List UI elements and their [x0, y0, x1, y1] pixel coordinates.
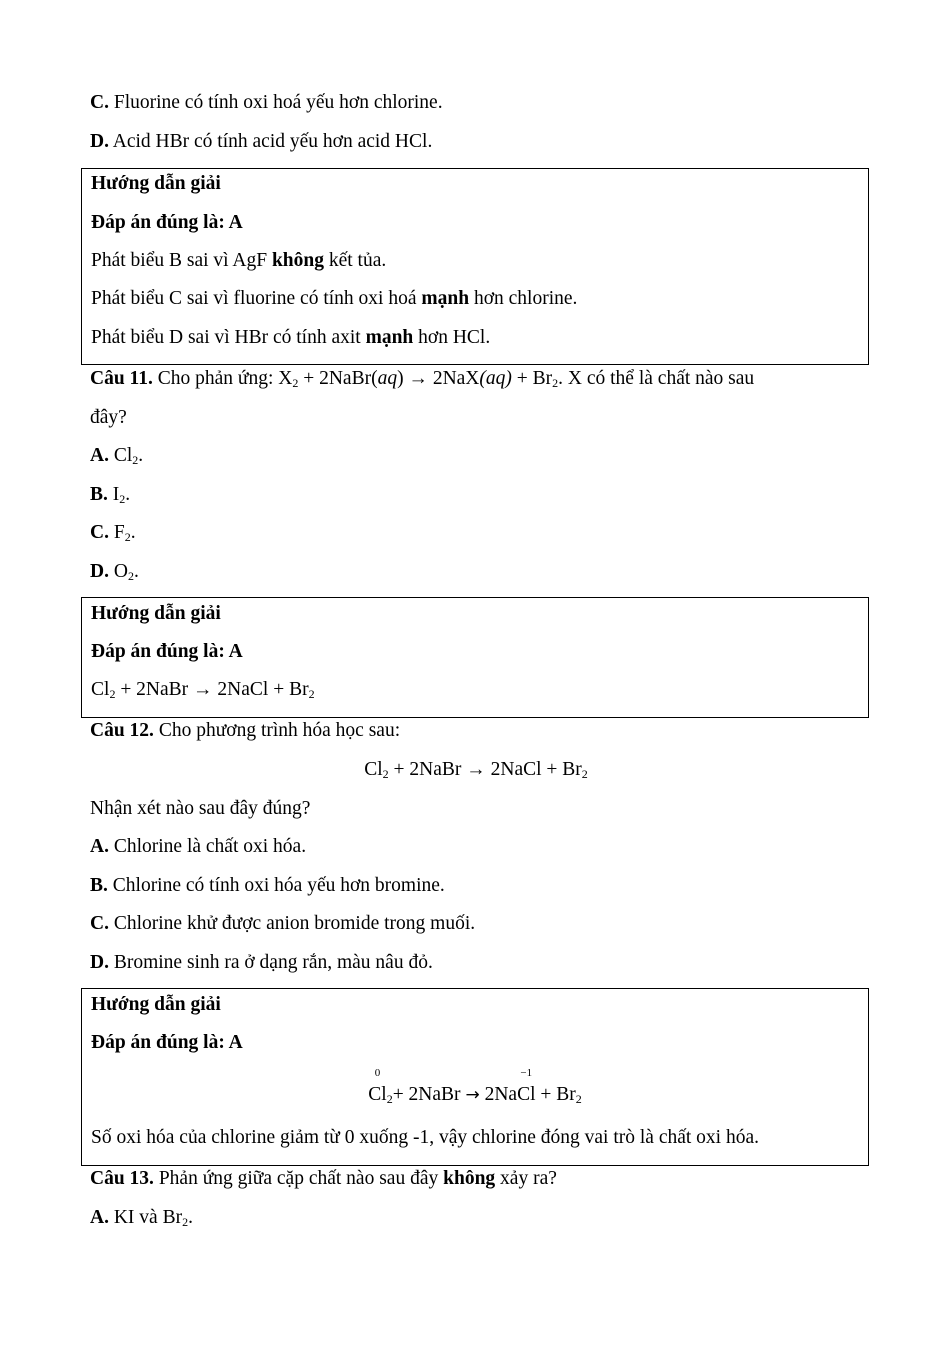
chlorine-oxidation-0: 0 Cl [368, 1067, 387, 1105]
solution-answer: Đáp án đúng là: A [91, 1032, 243, 1053]
option-a-q13: A. KI và $Br_2$. [90, 1207, 193, 1229]
option-d-q12: D. Bromine sinh ra ở dạng rắn, màu nâu đỏ. [90, 952, 433, 973]
option-a-q12: A. Chlorine là chất oxi hóa. [90, 836, 307, 857]
question-11: Câu 11. Cho phản ứng: $X_2$ + 2NaBr(aq) → $2NaX(aq) + Br_2$. X có thể là chất nào sau [90, 368, 755, 390]
option-d-q11: D. $O_2$. [90, 561, 139, 583]
oxidation-equation: 0 $Cl_2+$ 2NaBr → 2Na −1 $Cl + Br_2$ [368, 1067, 582, 1106]
option-c-prev: C. Fluorine có tính oxi hoá yếu hơn chlorine. [90, 92, 443, 113]
question-13: Câu 13. Phản ứng giữa cặp chất nào sau đây không xảy ra? [90, 1168, 557, 1189]
solution-box-q12 [81, 988, 869, 1166]
solution-box-q10 [81, 168, 869, 365]
solution-explanation: Số oxi hóa của chlorine giảm từ 0 xuống -1, vậy chlorine đóng vai trò là chất oxi hóa. [91, 1127, 759, 1148]
solution-box-q11 [81, 597, 869, 718]
chlorine-oxidation-minus1: −1 Cl [517, 1067, 536, 1105]
question-12-prompt: Nhận xét nào sau đây đúng? [90, 798, 311, 819]
solution-line: Phát biểu C sai vì fluorine có tính oxi hoá mạnh hơn chlorine. [91, 288, 578, 309]
option-b-q12: B. Chlorine có tính oxi hóa yếu hơn bromine. [90, 875, 445, 896]
solution-title: Hướng dẫn giải [91, 603, 221, 624]
solution-line: Phát biểu B sai vì AgF không kết tủa. [91, 250, 387, 271]
solution-title: Hướng dẫn giải [91, 994, 221, 1015]
question-11-cont: đây? [90, 407, 127, 428]
solution-answer: Đáp án đúng là: A [91, 641, 243, 662]
question-12: Câu 12. Cho phương trình hóa học sau: [90, 720, 401, 741]
solution-line: Phát biểu D sai vì HBr có tính axit mạnh hơn HCl. [91, 327, 491, 348]
option-a-q11: A. $Cl_2$. [90, 445, 144, 467]
option-c-q12: C. Chlorine khử được anion bromide trong muối. [90, 913, 476, 934]
solution-answer: Đáp án đúng là: A [91, 212, 243, 233]
solution-equation: $Cl_2$ + 2NaBr → 2NaCl + $Br_2$ [91, 679, 315, 701]
question-12-equation: $Cl_2$ + 2NaBr → 2NaCl + $Br_2$ [364, 759, 588, 781]
solution-title: Hướng dẫn giải [91, 173, 221, 194]
option-d-prev: D. Acid HBr có tính acid yếu hơn acid HCl. [90, 131, 433, 152]
option-c-q11: C. $F_2$. [90, 522, 136, 544]
option-b-q11: B. $I_2$. [90, 484, 131, 506]
